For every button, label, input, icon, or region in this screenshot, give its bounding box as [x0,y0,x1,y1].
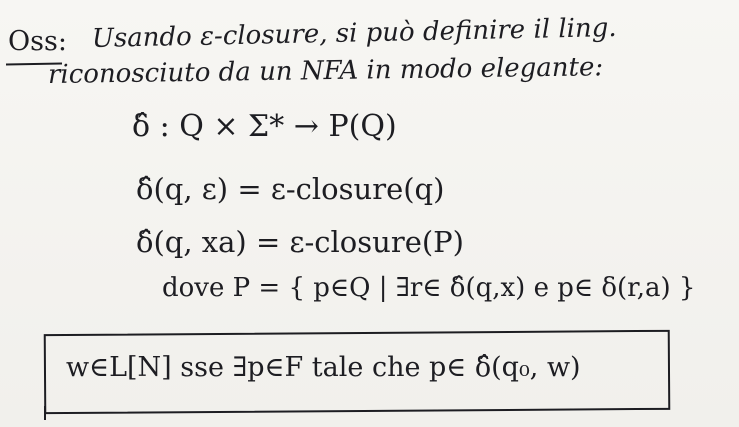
oss-label: Oss: [8,26,67,57]
note-line-1: Usando ε-closure, si può definire il ling. [91,13,617,54]
inductive-case-equation: δ̂(q, xa) = ε-closure(P) [136,225,464,259]
delta-hat-signature: δ̂ : Q × Σ* → P(Q) [132,109,397,144]
boxed-definition: w∈L[N] sse ∃p∈F tale che p∈ δ̂(q₀, w) [66,352,581,383]
box-left-extension [44,406,54,420]
note-line-2: riconosciuto da un NFA in modo elegante: [47,52,604,90]
base-case-equation: δ̂(q, ε) = ε-closure(q) [136,172,445,206]
where-clause: dove P = { p∈Q | ∃r∈ δ̂(q,x) e p∈ δ(r,a) } [162,273,696,303]
